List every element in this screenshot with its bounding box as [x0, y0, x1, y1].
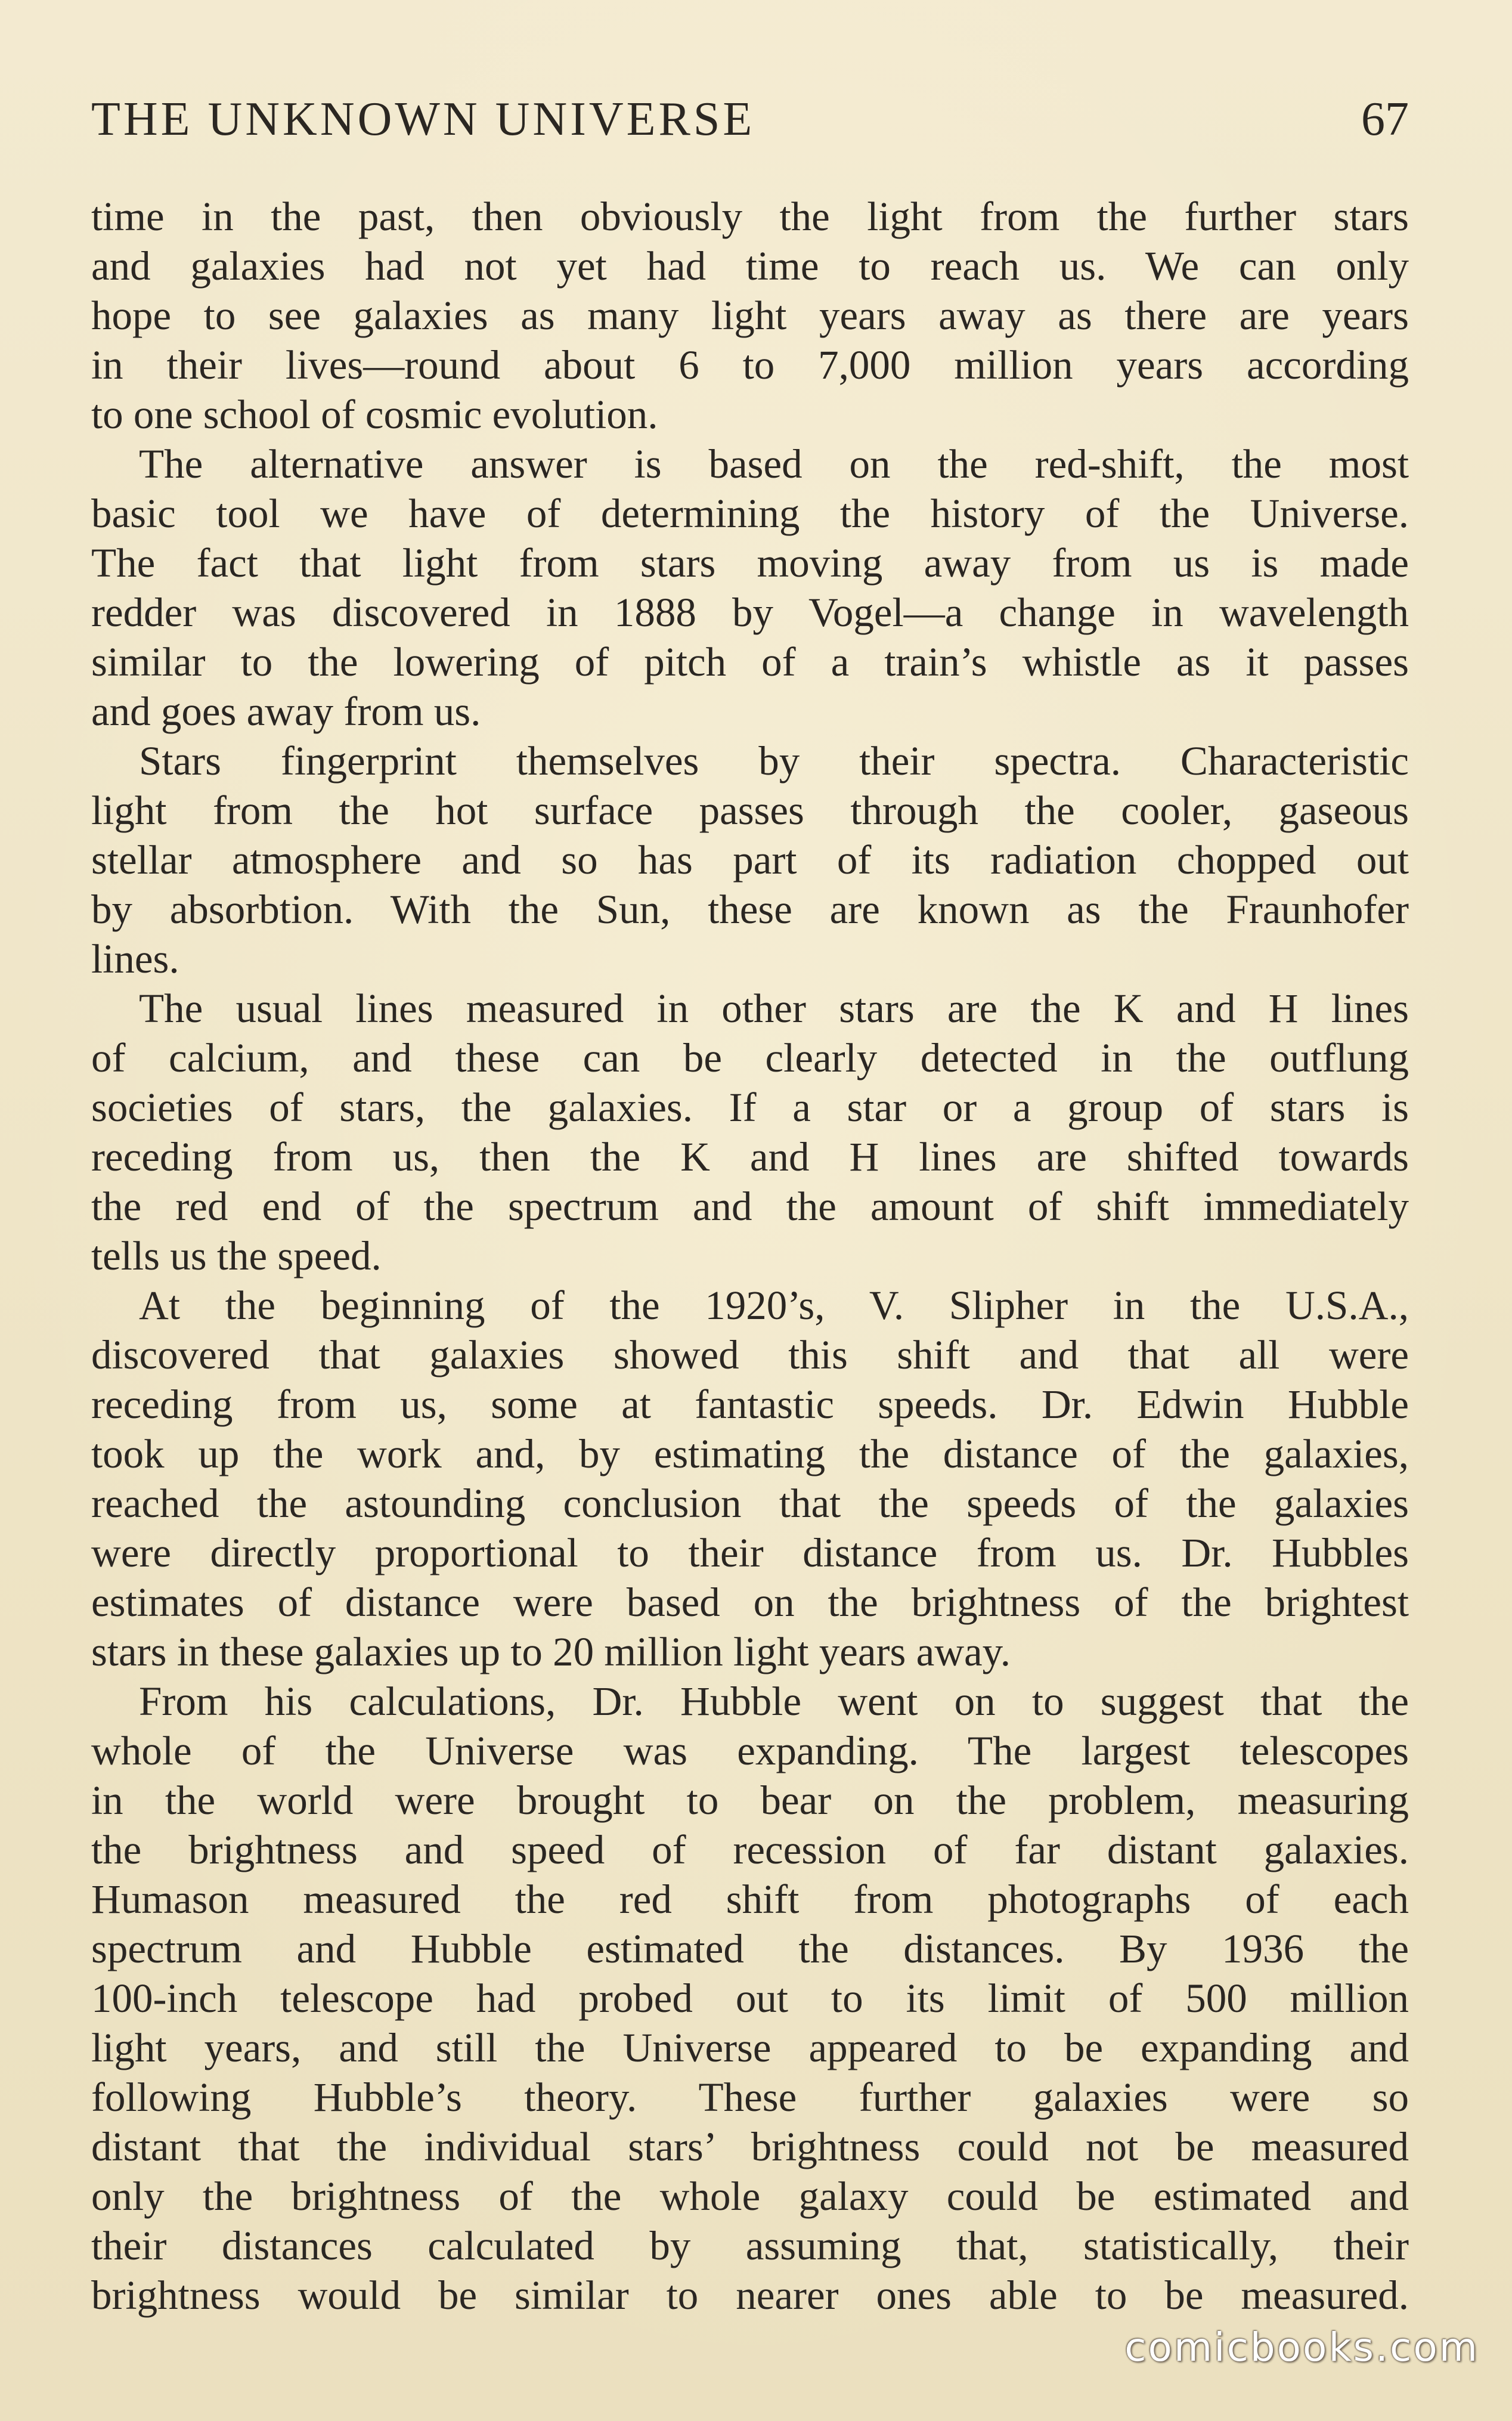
text-line: receding from us, some at fantastic speeds. Dr. Edwin Hubble: [91, 1382, 1409, 1427]
text-line: time in the past, then obviously the light from the further stars: [91, 194, 1409, 239]
paragraph: [91, 1281, 1409, 1677]
text-line: and goes away from us.: [91, 689, 481, 734]
text-line: reached the astounding conclusion that the speeds of the galaxies: [91, 1481, 1409, 1526]
text-line: only the brightness of the whole galaxy could be estimated and: [91, 2174, 1409, 2219]
text-line: following Hubble’s theory. These further galaxies were so: [91, 2075, 1409, 2120]
text-line: stars in these galaxies up to 20 million light years away.: [91, 1629, 1011, 1674]
text-line: estimates of distance were based on the brightness of the brightest: [91, 1580, 1409, 1625]
text-line: societies of stars, the galaxies. If a star or a group of stars is: [91, 1085, 1409, 1130]
text-line: spectrum and Hubble estimated the distances. By 1936 the: [91, 1926, 1409, 1971]
text-line: At the beginning of the 1920’s, V. Slipher in the U.S.A.,: [139, 1283, 1409, 1328]
text-line: similar to the lowering of pitch of a train’s whistle as it passes: [91, 639, 1409, 685]
text-line: by absorbtion. With the Sun, these are known as the Fraunhofer: [91, 887, 1409, 932]
text-line: Stars fingerprint themselves by their spectra. Characteristic: [139, 738, 1409, 784]
text-line: the red end of the spectrum and the amount of shift immediately: [91, 1184, 1409, 1229]
text-line: From his calculations, Dr. Hubble went on to suggest that the: [139, 1679, 1409, 1724]
paragraph: [91, 984, 1409, 1281]
paragraph: [91, 192, 1409, 439]
text-line: light years, and still the Universe appeared to be expanding and: [91, 2025, 1409, 2070]
text-line: the brightness and speed of recession of far distant galaxies.: [91, 1827, 1409, 1872]
paragraph: [91, 439, 1409, 736]
text-line: distant that the individual stars’ brightness could not be measured: [91, 2124, 1409, 2169]
body-text: [91, 192, 1409, 2320]
text-line: hope to see galaxies as many light years away as there are years: [91, 293, 1409, 338]
page-number: 67: [1361, 93, 1409, 145]
text-line: brightness would be similar to nearer ones able to be measured.: [91, 2273, 1409, 2318]
text-line: their distances calculated by assuming that, statistically, their: [91, 2223, 1409, 2268]
watermark: comicbooks.com: [1124, 2324, 1479, 2370]
text-line: discovered that galaxies showed this shift and that all were: [91, 1332, 1409, 1377]
text-line: and galaxies had not yet had time to reach us. We can only: [91, 243, 1409, 289]
paragraph: [91, 1677, 1409, 2320]
text-line: took up the work and, by estimating the distance of the galaxies,: [91, 1431, 1409, 1476]
text-line: 100-inch telescope had probed out to its limit of 500 million: [91, 1976, 1409, 2021]
text-line: stellar atmosphere and so has part of its radiation chopped out: [91, 837, 1409, 883]
text-line: were directly proportional to their distance from us. Dr. Hubbles: [91, 1530, 1409, 1575]
text-line: basic tool we have of determining the history of the Universe.: [91, 491, 1409, 536]
text-line: in their lives—round about 6 to 7,000 million years according: [91, 342, 1409, 388]
text-line: to one school of cosmic evolution.: [91, 392, 658, 437]
text-line: of calcium, and these can be clearly detected in the outflung: [91, 1035, 1409, 1081]
text-line: The usual lines measured in other stars are the K and H lines: [139, 986, 1409, 1031]
text-line: lines.: [91, 936, 179, 982]
paragraph: [91, 736, 1409, 984]
text-line: The alternative answer is based on the red-shift, the most: [139, 441, 1409, 487]
text-line: redder was discovered in 1888 by Vogel—a change in wavelength: [91, 590, 1409, 635]
running-title: THE UNKNOWN UNIVERSE: [91, 93, 755, 145]
text-line: receding from us, then the K and H lines are shifted towards: [91, 1134, 1409, 1179]
text-line: tells us the speed.: [91, 1233, 382, 1278]
text-line: Humason measured the red shift from photographs of each: [91, 1877, 1409, 1922]
running-head: [91, 83, 1409, 155]
text-line: in the world were brought to bear on the problem, measuring: [91, 1778, 1409, 1823]
text-line: light from the hot surface passes through the cooler, gaseous: [91, 788, 1409, 833]
text-line: The fact that light from stars moving away from us is made: [91, 540, 1409, 586]
text-line: whole of the Universe was expanding. The largest telescopes: [91, 1728, 1409, 1773]
